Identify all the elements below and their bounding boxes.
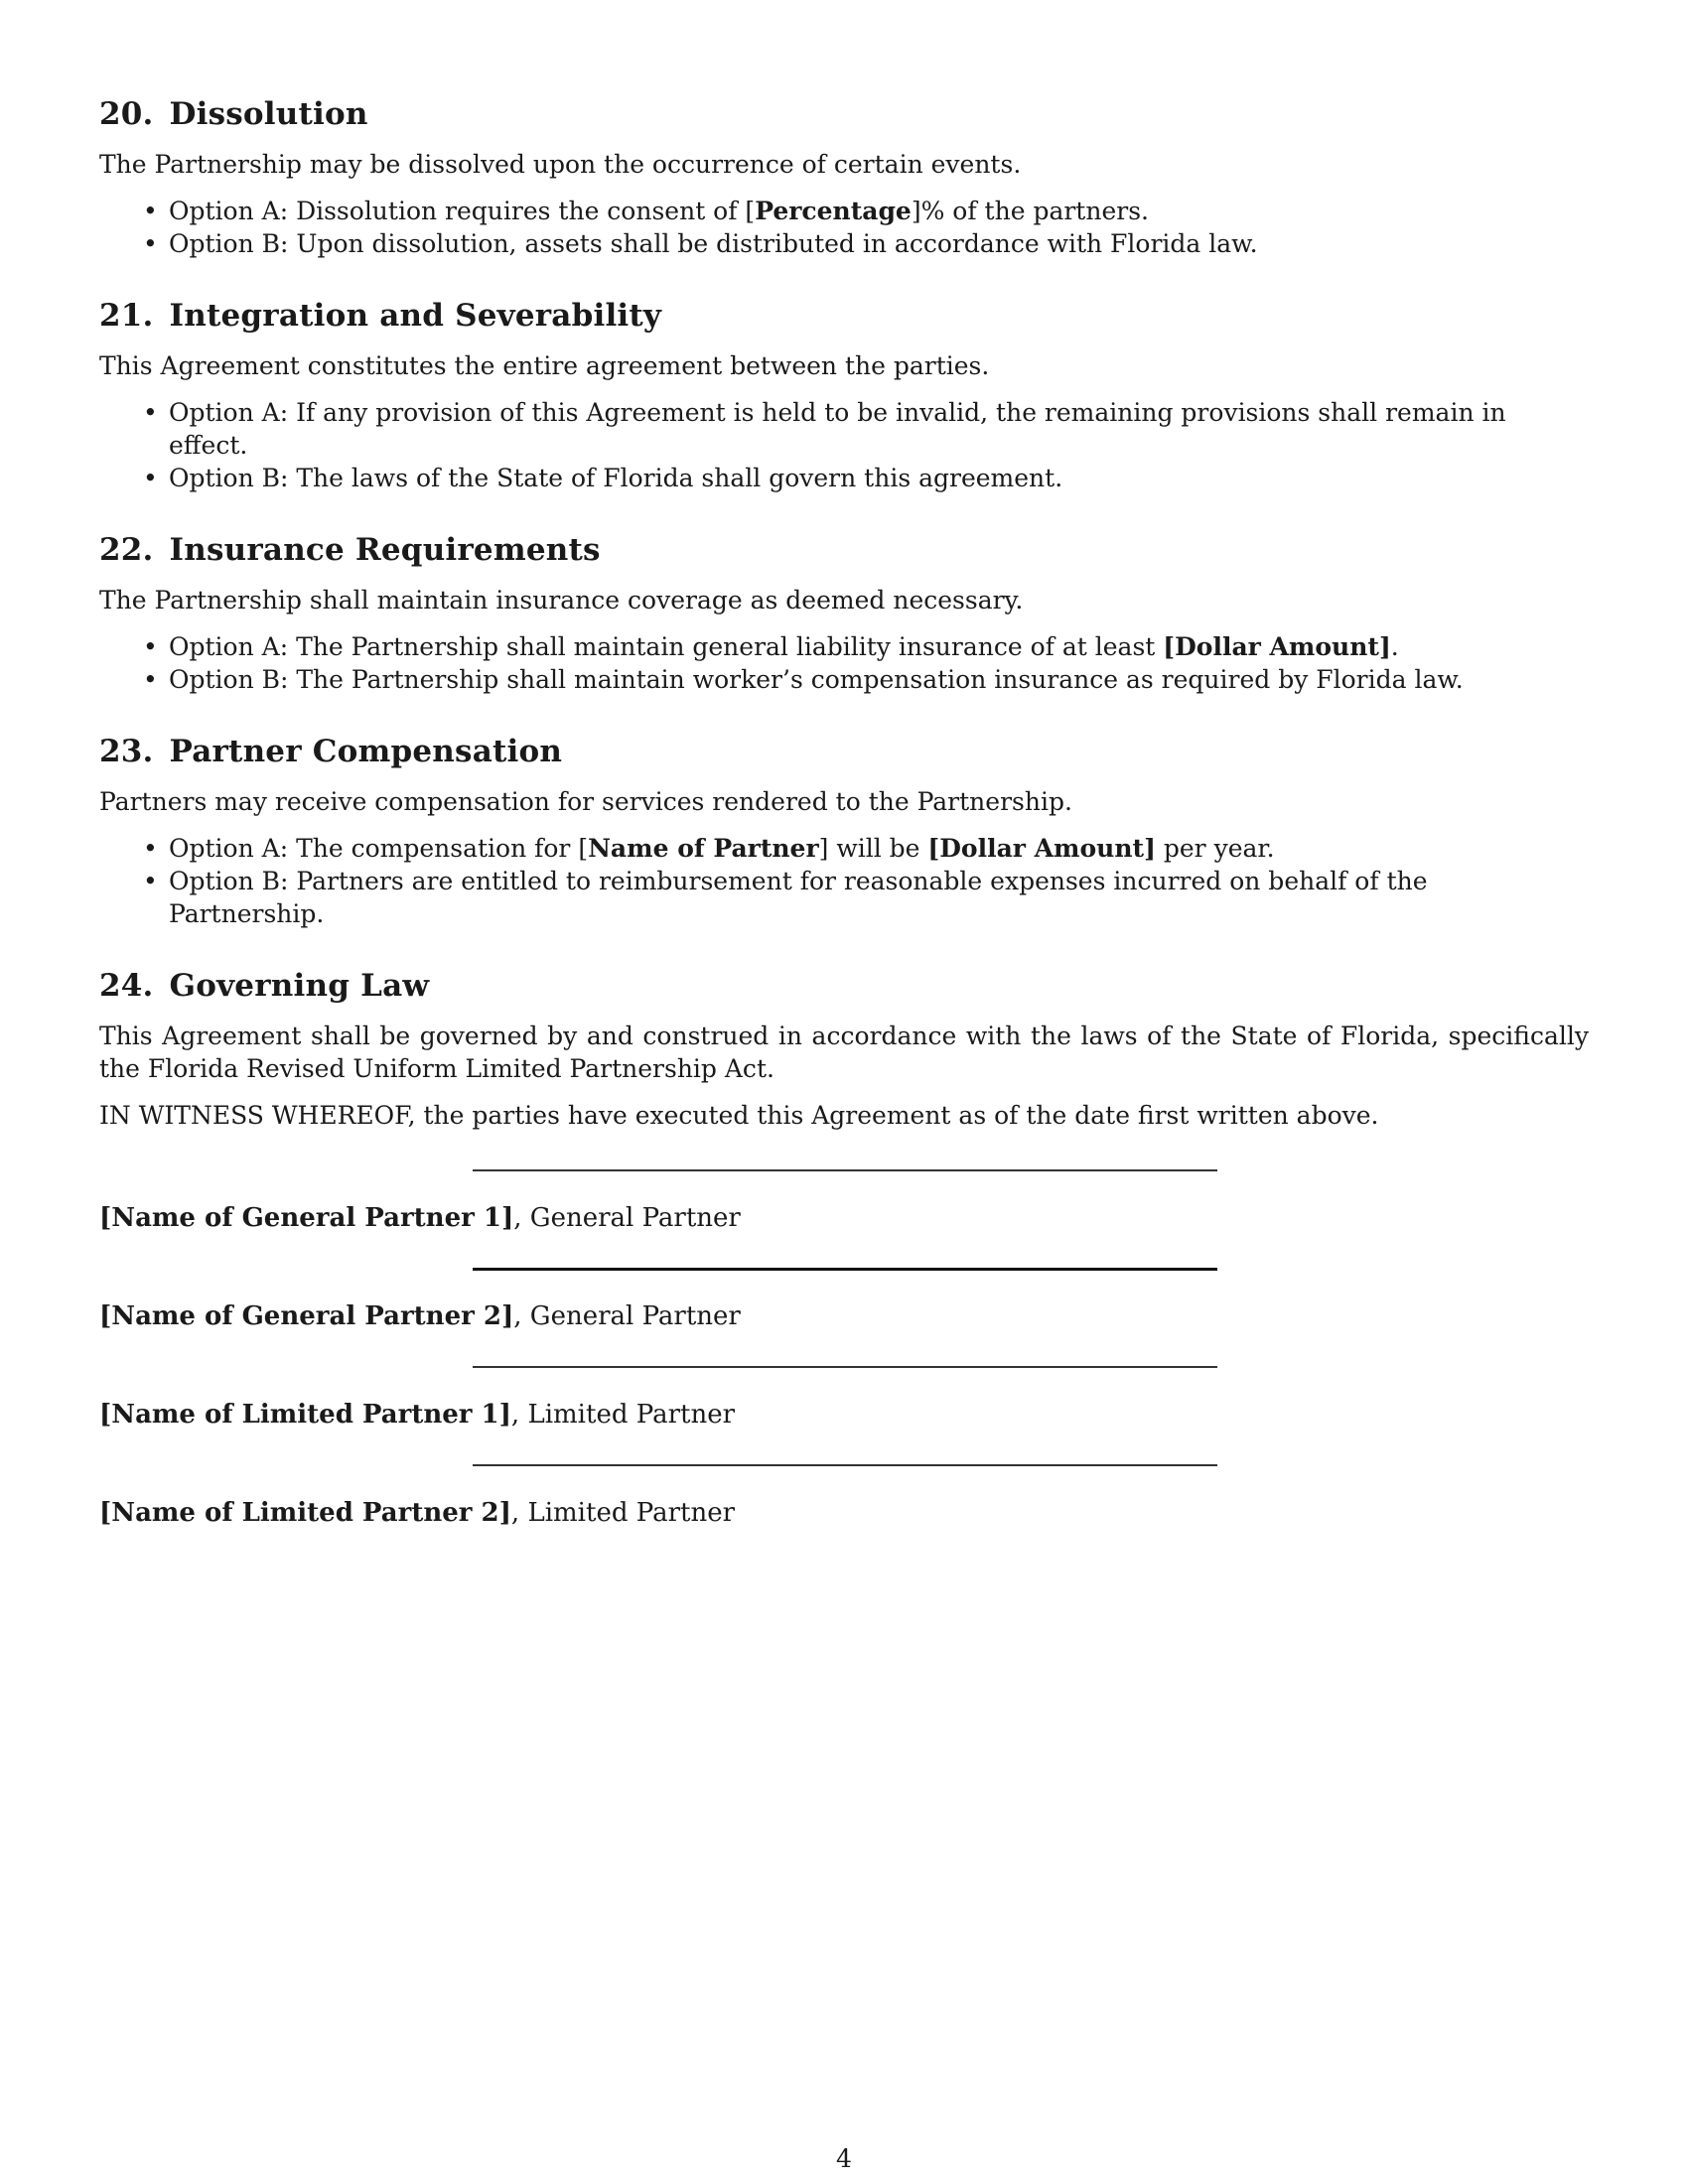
section-heading — [99, 732, 1589, 771]
bullet-icon: • — [143, 867, 158, 895]
section-dissolution — [99, 94, 1589, 260]
bullet-icon: • — [143, 464, 158, 492]
option-item — [143, 832, 1589, 865]
section-integration-severability — [99, 296, 1589, 494]
section-number: 20. — [99, 96, 154, 132]
signatory-role: , Limited Partner — [510, 1498, 736, 1528]
bullet-icon: • — [143, 632, 158, 661]
section-intro: This Agreement constitutes the entire agreement between the parties. — [99, 351, 990, 380]
section-title: Integration and Severability — [169, 298, 662, 334]
section-heading — [99, 966, 1589, 1006]
options-list — [99, 832, 1589, 930]
section-intro: This Agreement shall be governed by and construed in accordance with the laws of the State of Florida, specifically the Florida Revised Uniform Limited Partnership Act. — [99, 1022, 1589, 1083]
bullet-icon: • — [143, 229, 158, 258]
option-text: Option A: Dissolution requires the consent of [ — [169, 197, 756, 225]
signature-block — [99, 1352, 1589, 1450]
placeholder-percentage: Percentage — [755, 197, 912, 225]
signatory — [99, 1398, 735, 1432]
signatory-role: , General Partner — [513, 1203, 741, 1233]
signatory-name: [Name of Limited Partner 2] — [99, 1498, 511, 1528]
section-heading — [99, 296, 1589, 336]
witness-statement: IN WITNESS WHEREOF, the parties have executed this Agreement as of the date first written above. — [99, 1101, 1379, 1130]
section-title: Insurance Requirements — [169, 532, 601, 568]
option-item — [143, 663, 1589, 696]
signature-block — [99, 1450, 1589, 1549]
section-intro: The Partnership may be dissolved upon the occurrence of certain events. — [99, 150, 1022, 179]
option-text: Option B: Partners are entitled to reimbursement for reasonable expenses incurred on behalf of the Partnership. — [169, 867, 1428, 928]
option-text: Option B: The laws of the State of Florida shall govern this agreement. — [169, 464, 1063, 492]
section-number: 23. — [99, 734, 154, 769]
section-number: 21. — [99, 298, 154, 334]
signatory-role: , Limited Partner — [510, 1400, 736, 1430]
section-title: Partner Compensation — [169, 734, 563, 769]
signature-block — [99, 1156, 1589, 1254]
section-title: Governing Law — [169, 968, 430, 1004]
options-list — [99, 195, 1589, 260]
option-text-tail: . — [1390, 632, 1399, 661]
signatory-name: [Name of Limited Partner 1] — [99, 1400, 511, 1430]
section-number: 22. — [99, 532, 154, 568]
bullet-icon: • — [143, 197, 158, 225]
option-text: Option A: The Partnership shall maintain general liability insurance of at least — [169, 632, 1164, 661]
signatory — [99, 1496, 735, 1530]
signatory — [99, 1201, 741, 1235]
signature-line[interactable] — [473, 1169, 1217, 1171]
signature-line[interactable] — [473, 1366, 1217, 1368]
placeholder-dollar-amount: [Dollar Amount] — [927, 834, 1156, 863]
signatory-role: , General Partner — [513, 1301, 741, 1331]
section-intro: The Partnership shall maintain insurance coverage as deemed necessary. — [99, 586, 1024, 614]
option-text: Option A: If any provision of this Agreement is held to be invalid, the remaining provisions shall remain in effect. — [169, 398, 1506, 460]
option-item — [143, 865, 1589, 930]
options-list — [99, 630, 1589, 696]
bullet-icon: • — [143, 665, 158, 694]
document-page — [99, 94, 1589, 1549]
option-text: Option B: Upon dissolution, assets shall be distributed in accordance with Florida law. — [169, 229, 1258, 258]
option-text-tail: per year. — [1155, 834, 1275, 863]
section-title: Dissolution — [169, 96, 368, 132]
signature-line[interactable] — [473, 1268, 1217, 1271]
placeholder-partner-name: Name of Partner — [588, 834, 819, 863]
option-text-mid: ] will be — [818, 834, 928, 863]
section-number: 24. — [99, 968, 154, 1004]
options-list — [99, 396, 1589, 494]
page-number: 4 — [836, 2144, 852, 2173]
signatory — [99, 1299, 741, 1333]
bullet-icon: • — [143, 398, 158, 427]
placeholder-dollar-amount: [Dollar Amount] — [1163, 632, 1391, 661]
signatory-name: [Name of General Partner 2] — [99, 1301, 514, 1331]
signature-block — [99, 1254, 1589, 1352]
signatory-name: [Name of General Partner 1] — [99, 1203, 514, 1233]
option-item — [143, 630, 1589, 663]
option-text: Option A: The compensation for [ — [169, 834, 589, 863]
section-partner-compensation — [99, 732, 1589, 930]
option-item — [143, 396, 1589, 462]
section-intro: Partners may receive compensation for services rendered to the Partnership. — [99, 787, 1072, 816]
option-item — [143, 195, 1589, 227]
option-text: Option B: The Partnership shall maintain worker’s compensation insurance as required by Florida law. — [169, 665, 1464, 694]
section-insurance-requirements — [99, 530, 1589, 696]
section-heading — [99, 94, 1589, 134]
section-governing-law — [99, 966, 1589, 1085]
option-item — [143, 462, 1589, 494]
option-item — [143, 227, 1589, 260]
bullet-icon: • — [143, 834, 158, 863]
option-text-tail: ]% of the partners. — [911, 197, 1149, 225]
signature-line[interactable] — [473, 1464, 1217, 1466]
signature-area — [99, 1156, 1589, 1549]
section-heading — [99, 530, 1589, 570]
